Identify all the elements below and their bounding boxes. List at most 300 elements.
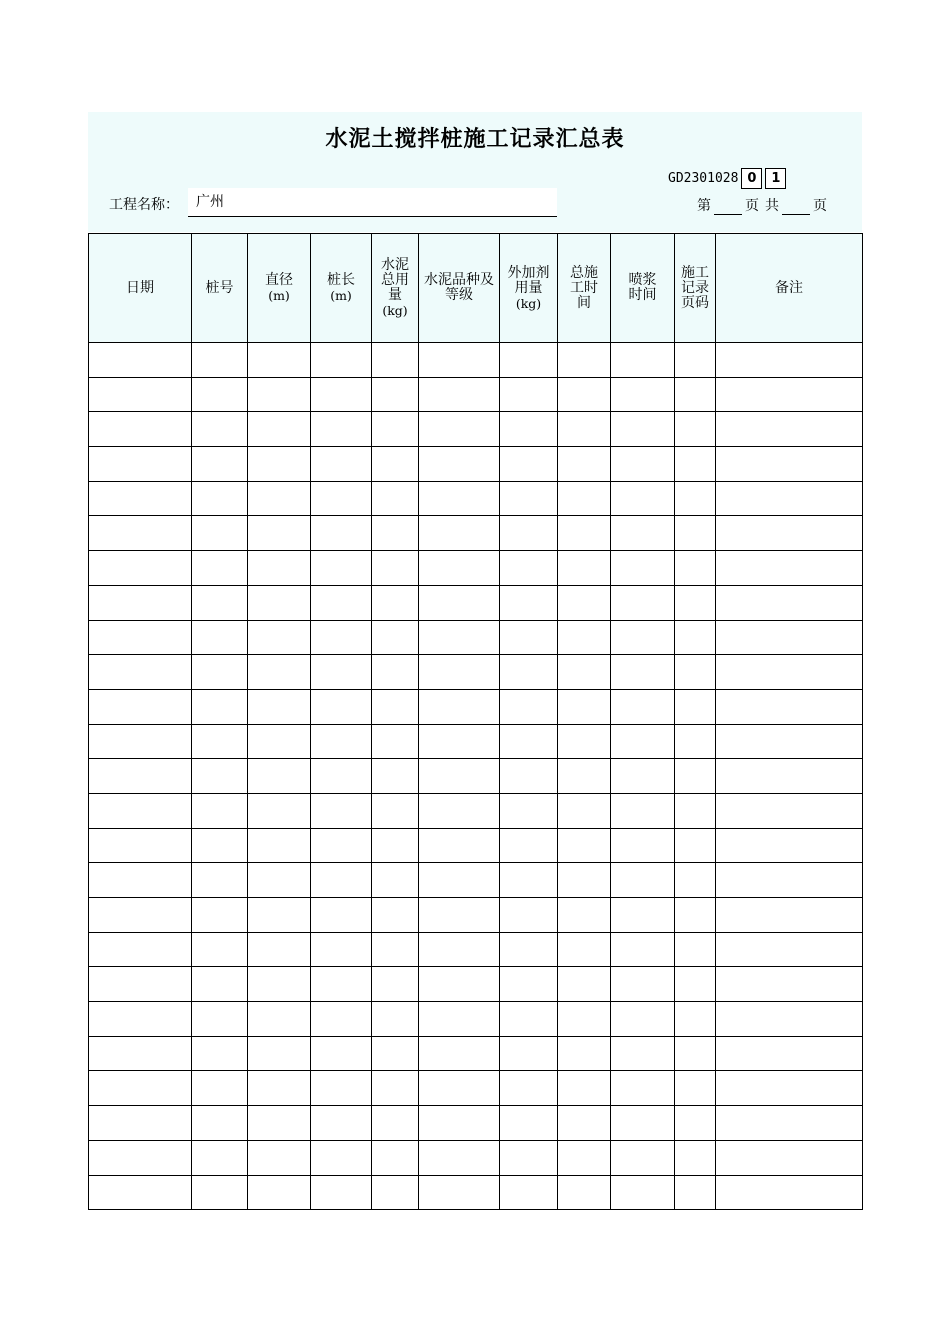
form-code-box-1[interactable]: 0 <box>741 168 762 189</box>
table-cell[interactable] <box>675 343 716 378</box>
table-cell[interactable] <box>192 828 248 863</box>
table-cell[interactable] <box>419 689 500 724</box>
table-cell[interactable] <box>611 793 675 828</box>
table-cell[interactable] <box>89 1002 192 1037</box>
table-cell[interactable] <box>192 932 248 967</box>
table-cell[interactable] <box>89 447 192 482</box>
table-cell[interactable] <box>500 1002 558 1037</box>
table-cell[interactable] <box>558 759 611 794</box>
total-pages-field[interactable] <box>782 194 810 215</box>
table-cell[interactable] <box>419 377 500 412</box>
table-cell[interactable] <box>89 863 192 898</box>
table-cell[interactable] <box>248 377 311 412</box>
table-cell[interactable] <box>675 412 716 447</box>
table-cell[interactable] <box>419 898 500 933</box>
table-cell[interactable] <box>419 793 500 828</box>
table-cell[interactable] <box>716 828 863 863</box>
table-cell[interactable] <box>675 1140 716 1175</box>
table-cell[interactable] <box>611 481 675 516</box>
table-cell[interactable] <box>500 863 558 898</box>
table-row <box>89 516 863 551</box>
table-cell[interactable] <box>192 898 248 933</box>
table-cell[interactable] <box>716 620 863 655</box>
table-cell[interactable] <box>611 898 675 933</box>
table-cell[interactable] <box>372 724 419 759</box>
table-cell[interactable] <box>311 1002 372 1037</box>
table-cell[interactable] <box>558 689 611 724</box>
table-cell[interactable] <box>500 1106 558 1141</box>
table-cell[interactable] <box>89 1175 192 1210</box>
table-cell[interactable] <box>611 585 675 620</box>
table-cell[interactable] <box>372 377 419 412</box>
table-cell[interactable] <box>558 516 611 551</box>
table-cell[interactable] <box>89 967 192 1002</box>
table-cell[interactable] <box>248 967 311 1002</box>
table-cell[interactable] <box>500 724 558 759</box>
table-cell[interactable] <box>192 1071 248 1106</box>
table-cell[interactable] <box>419 1140 500 1175</box>
table-cell[interactable] <box>500 620 558 655</box>
table-cell[interactable] <box>89 793 192 828</box>
table-cell[interactable] <box>611 1002 675 1037</box>
table-cell[interactable] <box>311 1106 372 1141</box>
table-cell[interactable] <box>419 724 500 759</box>
table-cell[interactable] <box>311 551 372 586</box>
table-cell[interactable] <box>248 1071 311 1106</box>
table-cell[interactable] <box>248 898 311 933</box>
table-cell[interactable] <box>716 1002 863 1037</box>
table-cell[interactable] <box>248 343 311 378</box>
table-cell[interactable] <box>611 620 675 655</box>
table-cell[interactable] <box>675 898 716 933</box>
table-cell[interactable] <box>89 585 192 620</box>
table-cell[interactable] <box>248 1002 311 1037</box>
table-cell[interactable] <box>716 447 863 482</box>
table-cell[interactable] <box>192 655 248 690</box>
table-cell[interactable] <box>675 481 716 516</box>
table-row <box>89 724 863 759</box>
table-cell[interactable] <box>311 481 372 516</box>
table-cell[interactable] <box>675 793 716 828</box>
table-cell[interactable] <box>311 516 372 551</box>
table-cell[interactable] <box>500 1175 558 1210</box>
table-cell[interactable] <box>558 377 611 412</box>
table-cell[interactable] <box>311 793 372 828</box>
table-cell[interactable] <box>611 655 675 690</box>
table-cell[interactable] <box>611 1071 675 1106</box>
table-cell[interactable] <box>89 412 192 447</box>
table-cell[interactable] <box>558 620 611 655</box>
table-cell[interactable] <box>558 1106 611 1141</box>
table-cell[interactable] <box>419 828 500 863</box>
table-cell[interactable] <box>611 1140 675 1175</box>
table-cell[interactable] <box>311 863 372 898</box>
table-cell[interactable] <box>716 898 863 933</box>
table-cell[interactable] <box>716 516 863 551</box>
table-row <box>89 1140 863 1175</box>
table-cell[interactable] <box>675 689 716 724</box>
table-cell[interactable] <box>611 516 675 551</box>
table-cell[interactable] <box>675 1036 716 1071</box>
table-cell[interactable] <box>89 1106 192 1141</box>
table-cell[interactable] <box>192 516 248 551</box>
table-cell[interactable] <box>675 932 716 967</box>
table-cell[interactable] <box>500 1071 558 1106</box>
table-cell[interactable] <box>675 585 716 620</box>
table-cell[interactable] <box>248 1140 311 1175</box>
table-cell[interactable] <box>372 1140 419 1175</box>
table-cell[interactable] <box>419 343 500 378</box>
table-cell[interactable] <box>500 655 558 690</box>
table-cell[interactable] <box>89 343 192 378</box>
table-cell[interactable] <box>675 516 716 551</box>
table-cell[interactable] <box>716 412 863 447</box>
table-cell[interactable] <box>611 759 675 794</box>
table-cell[interactable] <box>419 863 500 898</box>
table-cell[interactable] <box>675 1002 716 1037</box>
table-cell[interactable] <box>558 1140 611 1175</box>
table-cell[interactable] <box>248 655 311 690</box>
table-cell[interactable] <box>89 551 192 586</box>
table-cell[interactable] <box>611 551 675 586</box>
table-cell[interactable] <box>675 1106 716 1141</box>
table-cell[interactable] <box>372 1071 419 1106</box>
table-cell[interactable] <box>192 1106 248 1141</box>
table-cell[interactable] <box>419 412 500 447</box>
column-header-line: 工时 <box>570 279 598 296</box>
table-cell[interactable] <box>716 585 863 620</box>
table-cell[interactable] <box>675 447 716 482</box>
table-cell[interactable] <box>311 1175 372 1210</box>
column-header <box>248 234 311 343</box>
table-cell[interactable] <box>558 655 611 690</box>
table-cell[interactable] <box>192 620 248 655</box>
table-cell[interactable] <box>311 724 372 759</box>
table-cell[interactable] <box>89 932 192 967</box>
column-header-line: 时间 <box>628 287 657 303</box>
table-cell[interactable] <box>500 1140 558 1175</box>
table-cell[interactable] <box>248 481 311 516</box>
table-cell[interactable] <box>89 759 192 794</box>
column-header-line: 水泥 <box>381 257 409 273</box>
table-cell[interactable] <box>419 447 500 482</box>
table-cell[interactable] <box>500 689 558 724</box>
table-cell[interactable] <box>311 1140 372 1175</box>
form-code-box-2[interactable]: 1 <box>765 168 786 189</box>
table-cell[interactable] <box>558 793 611 828</box>
table-cell[interactable] <box>89 1036 192 1071</box>
table-cell[interactable] <box>372 412 419 447</box>
table-cell[interactable] <box>192 1036 248 1071</box>
table-cell[interactable] <box>500 828 558 863</box>
table-cell[interactable] <box>558 481 611 516</box>
table-cell[interactable] <box>372 863 419 898</box>
table-cell[interactable] <box>675 1071 716 1106</box>
table-cell[interactable] <box>419 1175 500 1210</box>
table-cell[interactable] <box>611 724 675 759</box>
page-number-field[interactable] <box>714 194 742 215</box>
table-cell[interactable] <box>192 1175 248 1210</box>
table-cell[interactable] <box>89 689 192 724</box>
column-header <box>716 234 863 343</box>
table-cell[interactable] <box>675 377 716 412</box>
table-cell[interactable] <box>248 447 311 482</box>
table-cell[interactable] <box>419 655 500 690</box>
table-cell[interactable] <box>89 1071 192 1106</box>
table-cell[interactable] <box>611 967 675 1002</box>
table-cell[interactable] <box>558 412 611 447</box>
table-cell[interactable] <box>558 1175 611 1210</box>
table-cell[interactable] <box>311 759 372 794</box>
column-header-line: 页码 <box>681 294 709 311</box>
table-cell[interactable] <box>500 898 558 933</box>
table-cell[interactable] <box>611 932 675 967</box>
table-cell[interactable] <box>500 551 558 586</box>
table-cell[interactable] <box>372 516 419 551</box>
table-cell[interactable] <box>248 932 311 967</box>
table-row <box>89 863 863 898</box>
table-cell[interactable] <box>611 377 675 412</box>
table-cell[interactable] <box>192 1002 248 1037</box>
table-row <box>89 1071 863 1106</box>
table-cell[interactable] <box>311 655 372 690</box>
table-cell[interactable] <box>89 724 192 759</box>
table-cell[interactable] <box>611 343 675 378</box>
table-cell[interactable] <box>192 724 248 759</box>
table-cell[interactable] <box>558 863 611 898</box>
table-cell[interactable] <box>611 1106 675 1141</box>
table-cell[interactable] <box>558 343 611 378</box>
table-cell[interactable] <box>311 689 372 724</box>
table-cell[interactable] <box>675 828 716 863</box>
table-cell[interactable] <box>716 1140 863 1175</box>
table-cell[interactable] <box>558 551 611 586</box>
table-cell[interactable] <box>248 585 311 620</box>
table-cell[interactable] <box>716 1036 863 1071</box>
table-cell[interactable] <box>248 724 311 759</box>
table-cell[interactable] <box>675 1175 716 1210</box>
table-cell[interactable] <box>311 447 372 482</box>
total-word: 共 <box>765 198 779 214</box>
table-cell[interactable] <box>192 863 248 898</box>
table-cell[interactable] <box>192 793 248 828</box>
table-cell[interactable] <box>192 481 248 516</box>
table-cell[interactable] <box>311 377 372 412</box>
table-cell[interactable] <box>419 551 500 586</box>
table-cell[interactable] <box>372 481 419 516</box>
table-cell[interactable] <box>372 898 419 933</box>
table-cell[interactable] <box>500 793 558 828</box>
table-cell[interactable] <box>372 689 419 724</box>
table-cell[interactable] <box>372 551 419 586</box>
table-cell[interactable] <box>192 759 248 794</box>
table-cell[interactable] <box>248 793 311 828</box>
table-cell[interactable] <box>419 759 500 794</box>
table-row <box>89 412 863 447</box>
table-cell[interactable] <box>248 1106 311 1141</box>
table-cell[interactable] <box>675 724 716 759</box>
table-cell[interactable] <box>675 967 716 1002</box>
table-cell[interactable] <box>500 447 558 482</box>
table-cell[interactable] <box>558 967 611 1002</box>
table-cell[interactable] <box>558 898 611 933</box>
table-cell[interactable] <box>372 759 419 794</box>
table-cell[interactable] <box>558 1002 611 1037</box>
column-header-line: 备注 <box>775 279 803 296</box>
table-cell[interactable] <box>558 1071 611 1106</box>
table-cell[interactable] <box>611 689 675 724</box>
table-cell[interactable] <box>419 620 500 655</box>
table-cell[interactable] <box>311 343 372 378</box>
table-cell[interactable] <box>500 412 558 447</box>
table-cell[interactable] <box>89 655 192 690</box>
table-cell[interactable] <box>675 863 716 898</box>
table-cell[interactable] <box>558 1036 611 1071</box>
table-cell[interactable] <box>419 516 500 551</box>
table-cell[interactable] <box>716 655 863 690</box>
table-row <box>89 1106 863 1141</box>
table-cell[interactable] <box>192 967 248 1002</box>
table-cell[interactable] <box>311 1036 372 1071</box>
column-header <box>419 234 500 343</box>
table-cell[interactable] <box>419 481 500 516</box>
table-cell[interactable] <box>311 620 372 655</box>
table-cell[interactable] <box>192 551 248 586</box>
table-cell[interactable] <box>716 1175 863 1210</box>
table-cell[interactable] <box>500 1036 558 1071</box>
table-cell[interactable] <box>192 585 248 620</box>
table-cell[interactable] <box>372 1106 419 1141</box>
table-cell[interactable] <box>611 1175 675 1210</box>
table-cell[interactable] <box>675 655 716 690</box>
table-row <box>89 551 863 586</box>
table-cell[interactable] <box>716 377 863 412</box>
table-cell[interactable] <box>372 1175 419 1210</box>
table-cell[interactable] <box>311 932 372 967</box>
table-cell[interactable] <box>248 689 311 724</box>
table-cell[interactable] <box>89 516 192 551</box>
table-cell[interactable] <box>500 481 558 516</box>
table-cell[interactable] <box>89 620 192 655</box>
table-cell[interactable] <box>372 828 419 863</box>
table-cell[interactable] <box>192 343 248 378</box>
table-cell[interactable] <box>372 620 419 655</box>
table-cell[interactable] <box>419 585 500 620</box>
table-cell[interactable] <box>716 932 863 967</box>
table-cell[interactable] <box>500 967 558 1002</box>
table-cell[interactable] <box>716 724 863 759</box>
table-cell[interactable] <box>372 1002 419 1037</box>
table-cell[interactable] <box>248 828 311 863</box>
table-cell[interactable] <box>716 481 863 516</box>
table-cell[interactable] <box>311 412 372 447</box>
table-cell[interactable] <box>716 343 863 378</box>
table-cell[interactable] <box>89 481 192 516</box>
table-cell[interactable] <box>500 932 558 967</box>
page-title: 水泥土搅拌桩施工记录汇总表 <box>325 127 625 152</box>
table-cell[interactable] <box>419 1106 500 1141</box>
table-cell[interactable] <box>558 828 611 863</box>
table-cell[interactable] <box>89 828 192 863</box>
table-cell[interactable] <box>89 377 192 412</box>
table-cell[interactable] <box>611 412 675 447</box>
table-cell[interactable] <box>716 793 863 828</box>
table-cell[interactable] <box>372 793 419 828</box>
table-cell[interactable] <box>716 551 863 586</box>
table-cell[interactable] <box>192 1140 248 1175</box>
table-cell[interactable] <box>372 1036 419 1071</box>
table-cell[interactable] <box>311 1071 372 1106</box>
table-cell[interactable] <box>611 1036 675 1071</box>
table-cell[interactable] <box>675 620 716 655</box>
table-cell[interactable] <box>311 585 372 620</box>
table-cell[interactable] <box>558 447 611 482</box>
table-cell[interactable] <box>248 412 311 447</box>
table-cell[interactable] <box>89 898 192 933</box>
table-cell[interactable] <box>558 585 611 620</box>
table-cell[interactable] <box>558 932 611 967</box>
table-cell[interactable] <box>419 1071 500 1106</box>
table-cell[interactable] <box>611 863 675 898</box>
table-cell[interactable] <box>500 759 558 794</box>
table-cell[interactable] <box>372 343 419 378</box>
table-cell[interactable] <box>248 516 311 551</box>
table-cell[interactable] <box>192 689 248 724</box>
table-cell[interactable] <box>89 1140 192 1175</box>
table-cell[interactable] <box>192 377 248 412</box>
table-cell[interactable] <box>716 1071 863 1106</box>
table-cell[interactable] <box>611 828 675 863</box>
table-cell[interactable] <box>611 447 675 482</box>
table-cell[interactable] <box>716 759 863 794</box>
table-cell[interactable] <box>311 828 372 863</box>
table-cell[interactable] <box>248 1175 311 1210</box>
table-cell[interactable] <box>500 343 558 378</box>
table-cell[interactable] <box>248 759 311 794</box>
table-cell[interactable] <box>311 967 372 1002</box>
table-cell[interactable] <box>675 759 716 794</box>
table-cell[interactable] <box>500 516 558 551</box>
table-cell[interactable] <box>248 620 311 655</box>
table-cell[interactable] <box>419 967 500 1002</box>
table-cell[interactable] <box>248 863 311 898</box>
table-cell[interactable] <box>372 447 419 482</box>
table-cell[interactable] <box>716 967 863 1002</box>
table-cell[interactable] <box>372 967 419 1002</box>
table-cell[interactable] <box>372 585 419 620</box>
project-name-field[interactable]: 广州 <box>188 188 557 217</box>
table-cell[interactable] <box>192 412 248 447</box>
table-cell[interactable] <box>419 932 500 967</box>
table-cell[interactable] <box>500 377 558 412</box>
table-cell[interactable] <box>716 689 863 724</box>
table-cell[interactable] <box>192 447 248 482</box>
form-code <box>668 167 786 189</box>
table-cell[interactable] <box>248 551 311 586</box>
table-cell[interactable] <box>500 585 558 620</box>
table-cell[interactable] <box>558 724 611 759</box>
table-cell[interactable] <box>311 898 372 933</box>
table-cell[interactable] <box>716 863 863 898</box>
table-cell[interactable] <box>675 551 716 586</box>
table-cell[interactable] <box>372 932 419 967</box>
table-cell[interactable] <box>716 1106 863 1141</box>
table-cell[interactable] <box>419 1002 500 1037</box>
table-cell[interactable] <box>372 655 419 690</box>
table-cell[interactable] <box>248 1036 311 1071</box>
column-header <box>558 234 611 343</box>
table-cell[interactable] <box>419 1036 500 1071</box>
